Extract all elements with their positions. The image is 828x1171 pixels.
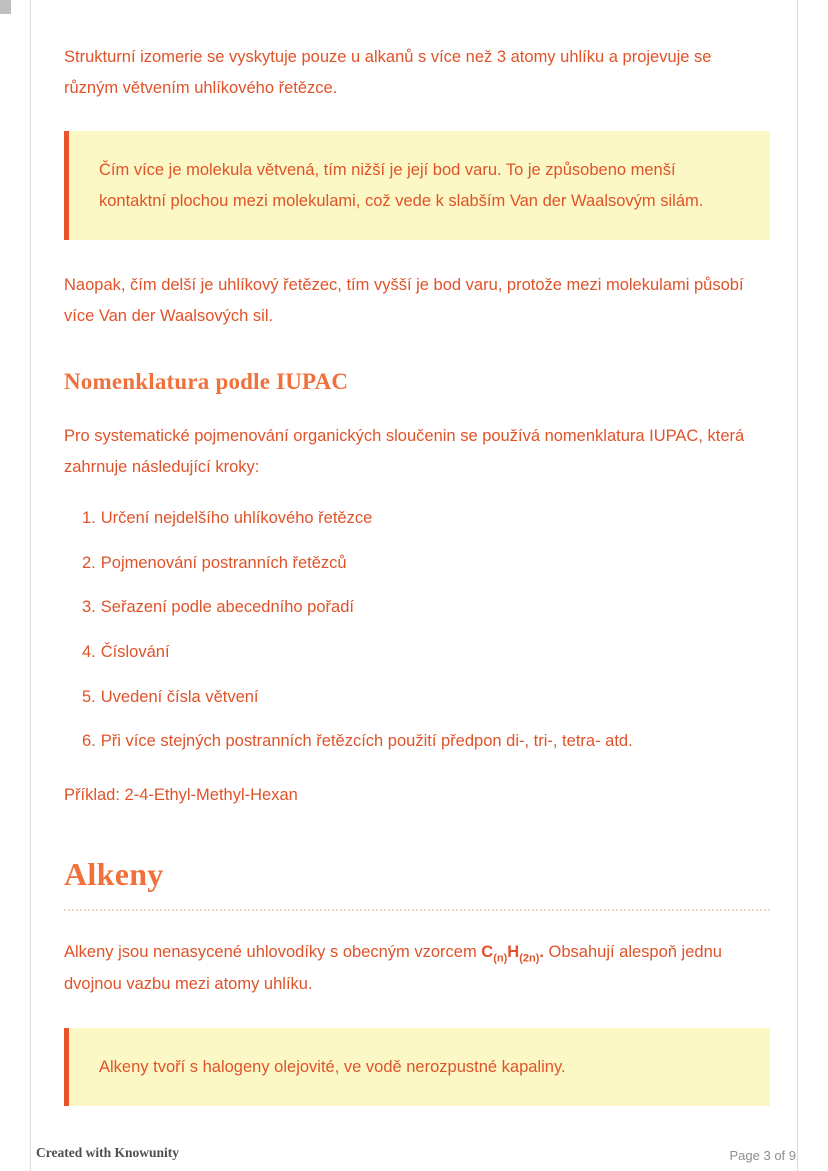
callout-text: Alkeny tvoří s halogeny olejovité, ve vodě nerozpustné kapaliny. [99,1057,566,1076]
formula-period: . [539,943,544,962]
list-item-number: 3. [82,598,96,617]
formula-hydrogen-subscript: (2n) [519,952,540,965]
alkenes-text-after-formula: Obsahují alespoň jednu dvojnou vazbu mezi atomy uhlíku. [64,943,722,994]
paragraph-chain-length: Naopak, čím delší je uhlíkový řetězec, tím vyšší je bod varu, protože mezi molekulami působí více Van der Waalsových sil. [64,276,744,325]
list-item-text: Uvedení čísla větvení [100,687,259,706]
footer-page-number: Page 3 of 9 [729,1148,796,1163]
list-item-number: 4. [82,643,96,661]
formula-hydrogen: H [507,943,520,962]
formula-carbon-subscript: (n) [493,952,508,965]
paragraph-structural-isomerism: Strukturní izomerie se vyskytuje pouze u alkanů s více než 3 atomy uhlíku a projevuje se různým větvením uhlíkového řetězce. [64,48,712,97]
alkene-general-formula [481,943,544,965]
iupac-steps-list [64,508,770,752]
list-item [82,553,770,574]
callout-text: Čím více je molekula větvená, tím nižší je její bod varu. To je způsobeno menší kontaktní plochou mezi molekulami, což vede k slabším Van der Waalsovým silám. [99,161,704,210]
callout-box-branching [64,131,770,240]
list-item [82,731,770,752]
list-item-text: Pojmenování postranních řetězců [100,553,347,572]
paragraph-alkenes-intro [64,937,770,999]
list-item [82,597,770,618]
page-corner-artifact [0,0,11,14]
heading-alkenes: Alkeny [64,856,770,911]
footer-brand-text: Created with Knowunity [36,1145,180,1160]
page-left-edge [30,0,31,1171]
list-item-number: 5. [82,687,96,706]
list-item [82,508,770,529]
list-item-text: Seřazení podle abecedního pořadí [100,598,354,617]
callout-box-alkenes [64,1028,770,1107]
list-item-number: 6. [82,732,96,751]
list-item-text: Při více stejných postranních řetězcích použití předpon di-, tri-, tetra- atd. [100,732,633,751]
formula-carbon: C [481,943,494,962]
list-item [82,642,770,663]
list-item [82,687,770,708]
heading-iupac-nomenclature: Nomenklatura podle IUPAC [64,369,349,395]
list-item-number: 1. [82,509,96,528]
alkenes-text-before-formula: Alkeny jsou nenasycené uhlovodíky s obecným vzorcem [64,943,482,962]
list-item-number: 2. [82,553,96,572]
paragraph-example: Příklad: 2-4-Ethyl-Methyl-Hexan [64,785,298,804]
list-item-text: Číslování [100,643,170,661]
page-right-edge [797,0,798,1171]
paragraph-iupac-intro: Pro systematické pojmenování organických sloučenin se používá nomenklatura IUPAC, která zahrnuje následující kroky: [64,427,745,476]
page-content [64,42,770,1136]
list-item-text: Určení nejdelšího uhlíkového řetězce [100,509,373,528]
